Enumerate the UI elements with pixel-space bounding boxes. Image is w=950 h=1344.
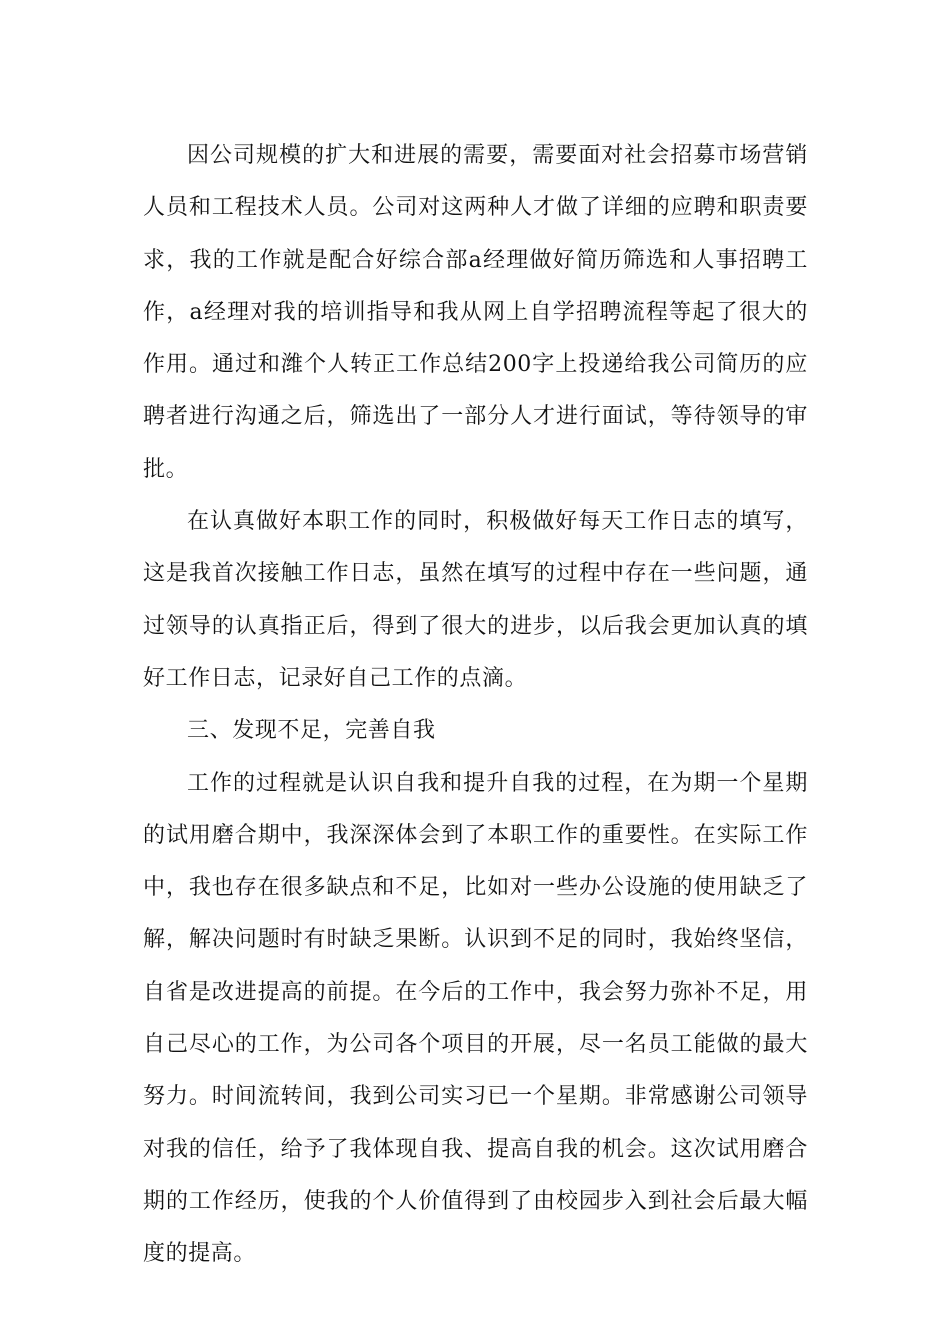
paragraph-self-improvement: 工作的过程就是认识自我和提升自我的过程，在为期一个星期的试用磨合期中，我深深体会到了本职工作的重要性。在实际工作中，我也存在很多缺点和不足，比如对一些办公设施的使用缺乏了解，解决问题时有时缺乏果断。认识到不足的同时，我始终坚信，自省是改进提高的前提。在今后的工作中，我会努力弥补不足，用自己尽心的工作，为公司各个项目的开展，尽一名员工能做的最大努力。时间流转间，我到公司实习已一个星期。非常感谢公司领导对我的信任，给予了我体现自我、提高自我的机会。这次试用磨合期的工作经历，使我的个人价值得到了由校园步入到社会后最大幅度的提高。 (143, 770, 808, 1267)
paragraph-work-log: 在认真做好本职工作的同时，积极做好每天工作日志的填写，这是我首次接触工作日志，虽然在填写的过程中存在一些问题，通过领导的认真指正后，得到了很大的进步，以后我会更加认真的填好工作日志，记录好自己工作的点滴。 (143, 509, 808, 691)
document-body (143, 130, 808, 1281)
section-heading: 三、发现不足，完善自我 (187, 718, 436, 744)
paragraph-recruitment: 因公司规模的扩大和进展的需要，需要面对社会招募市场营销人员和工程技术人员。公司对这两种人才做了详细的应聘和职责要求，我的工作就是配合好综合部a经理做好简历筛选和人事招聘工作，a经理对我的培训指导和我从网上自学招聘流程等起了很大的作用。通过和潍个人转正工作总结200字上投递给我公司简历的应聘者进行沟通之后，筛选出了一部分人才进行面试，等待领导的审批。 (143, 143, 808, 482)
